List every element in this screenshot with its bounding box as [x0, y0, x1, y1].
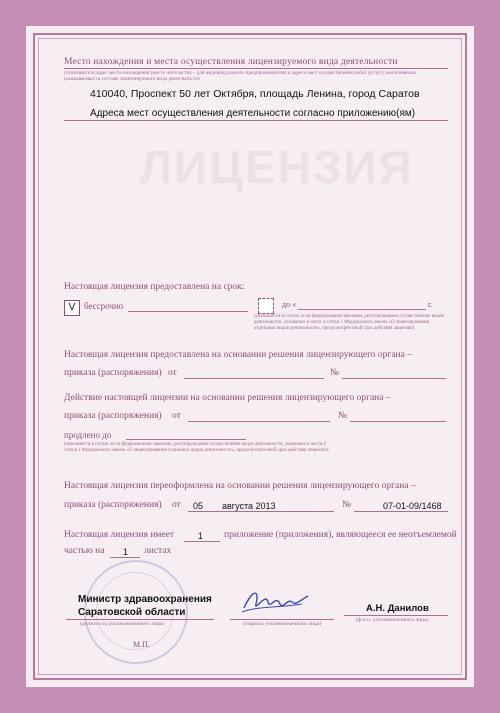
watermark-text: ЛИЦЕНЗИЯ: [140, 141, 414, 193]
appendix-sheets-label: листах: [144, 546, 172, 556]
basis-order-label: приказа (распоряжения): [64, 368, 162, 378]
appendix-count: 1: [198, 531, 204, 541]
location-fine-print: (указываются адрес места нахождения (место жительства – для индивидуального предпринимателя) и адреса мест осуществления работ (услуг), выполняемых (оказываемых) в составе лицензируемого вида деятельности): [64, 70, 417, 82]
term-label: Настоящая лицензия предоставлена на срок:: [64, 282, 245, 292]
reissue-line: Настоящая лицензия переоформлена на основании решения лицензирующего органа –: [64, 481, 416, 491]
address-text: 410040, Проспект 50 лет Октября, площадь Ленина, город Саратов: [90, 88, 420, 100]
signature-caption: (подпись уполномоченного лица): [243, 621, 322, 627]
extension-from-label: от: [172, 411, 181, 421]
until-label: до «: [282, 300, 297, 309]
extension-no-label: №: [338, 411, 348, 421]
signer-position-line1: Министр здравоохранения: [78, 594, 212, 605]
stamp-placeholder: М.П.: [133, 640, 150, 649]
indefinite-checkbox: V: [64, 300, 80, 316]
appendix-address-note: Адреса мест осуществления деятельности согласно приложению(ям): [90, 108, 416, 119]
reissue-month-year: августа 2013: [222, 501, 276, 511]
signer-name-caption: (ф.и.о. уполномоченного лица): [356, 617, 429, 623]
indefinite-label: бессрочно: [84, 301, 124, 311]
extension-order-label: приказа (распоряжения): [64, 411, 162, 421]
term-until-checkbox: [258, 298, 274, 314]
year-suffix: г.: [428, 300, 433, 309]
reissue-day: 05: [193, 501, 204, 511]
handwritten-signature: [238, 584, 312, 618]
signer-position-caption: (должность уполномоченного лица): [80, 621, 165, 627]
reissue-no-label: №: [342, 500, 352, 510]
appendix-has-label: Настоящая лицензия имеет: [64, 530, 175, 540]
reissue-from-label: от: [172, 500, 181, 510]
reissue-order-label: приказа (распоряжения): [64, 500, 162, 510]
extended-until-label: продлено до: [64, 430, 112, 440]
basis-line: Настоящая лицензия предоставлена на основании решения лицензирующего органа –: [64, 350, 412, 360]
extension-line: Действие настоящей лицензии на основании решения лицензирующего органа –: [64, 393, 391, 403]
signer-position-line2: Саратовской области: [78, 607, 186, 618]
term-fine-print: (указывается в случае, если федеральными законами, регулирующими осуществление видов деятельности, указанных в части 4 статьи 1 Федерального закона «О лицензировании отдельных видов деятельности», предусмотрен иной срок действия лицензии): [254, 314, 444, 331]
extension-fine-print: (заполняется в случае, если федеральными законами, регулирующими осуществление видов деятельности, указанных в части 4 статьи 1 Федерального закона «О лицензировании отдельных видов деятельности», предусмотрен иной срок действия лицензии): [64, 442, 329, 453]
signer-name: А.Н. Данилов: [366, 603, 429, 614]
basis-from-label: от: [168, 368, 177, 378]
appendix-part-on: частью на: [64, 546, 105, 556]
appendix-sheets: 1: [123, 547, 129, 557]
reissue-number: 07-01-09/1468: [383, 501, 442, 511]
basis-no-label: №: [330, 368, 340, 378]
appendix-rest: приложение (приложения), являющееся ее неотъемлемой: [224, 530, 457, 540]
location-heading: Место нахождения и места осуществления лицензируемого вида деятельности: [64, 57, 398, 67]
